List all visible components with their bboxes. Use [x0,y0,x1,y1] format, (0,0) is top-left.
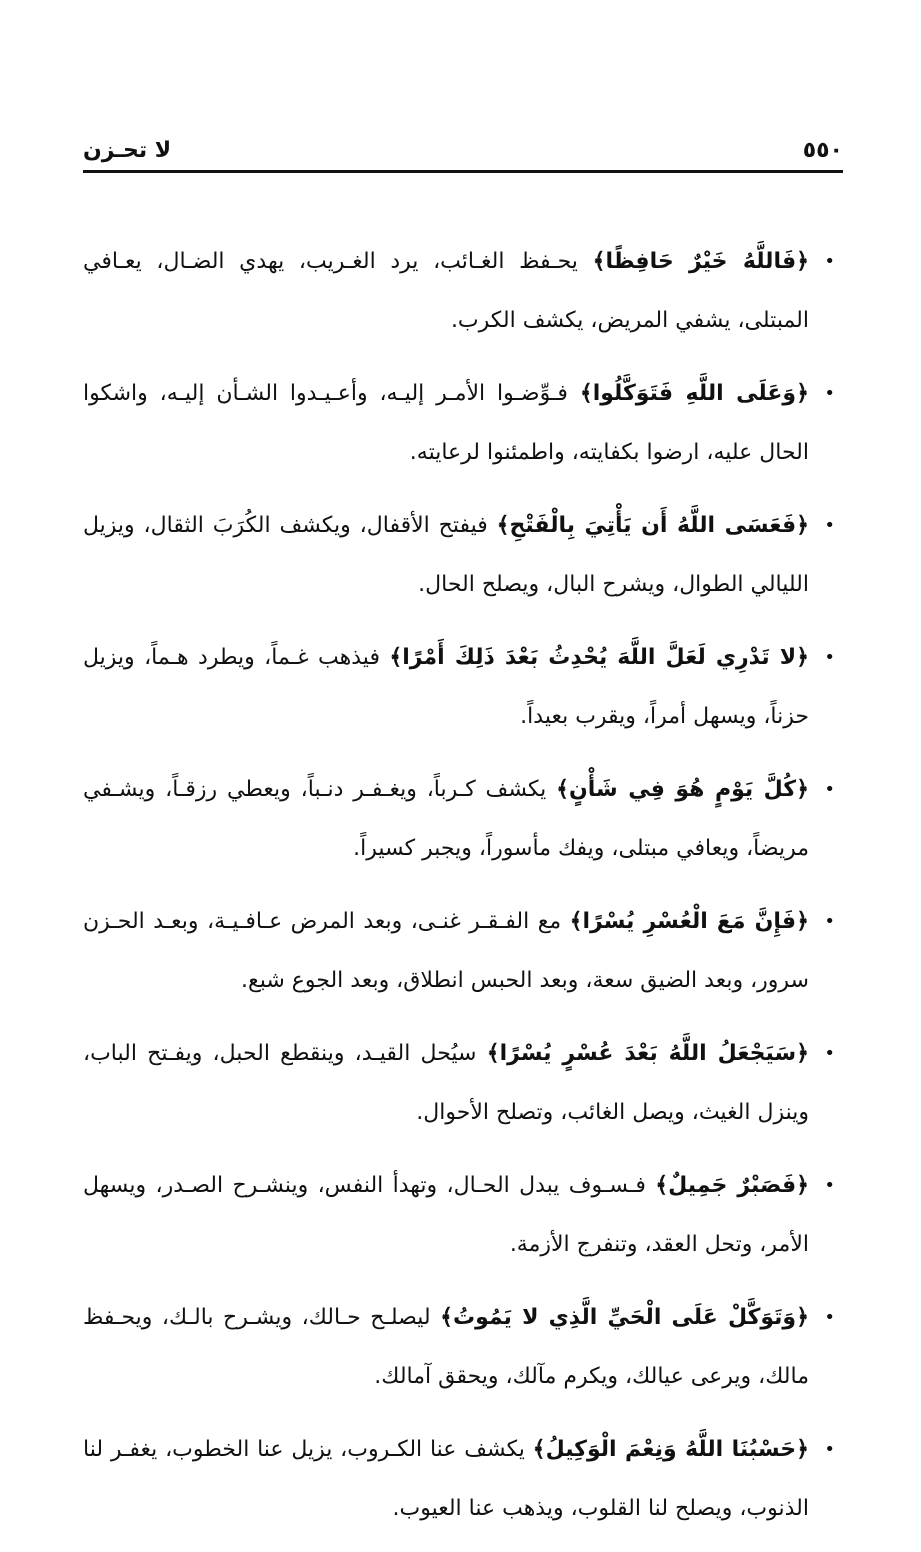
bullet-icon: • [824,1439,835,1460]
list-item [83,1024,835,1142]
verse-open-bracket: ﴿ [796,1437,810,1462]
entry-text: سيُحل القيـد، وينقطع الحبل، ويفـتح الباب، وينزل الغيث، ويصل الغائب، وتصلح الأحوال. [83,1041,809,1125]
verse-open-bracket: ﴿ [796,249,810,274]
entry-text: فـوِّضـوا الأمـر إليـه، وأعـيـدوا الشـأن إليـه، واشكوا الحال عليه، ارضوا بكفايته، واطمئنوا لرعايته. [83,381,809,465]
bullet-icon: • [824,911,835,932]
list-item [83,496,835,614]
book-title: لا تحـزن [83,138,172,163]
bullet-icon: • [824,383,835,404]
verse-close-bracket: ﴾ [532,1437,546,1462]
entry-text: فيفتح الأقفال، ويكشف الكُرَبَ الثقال، ويزيل الليالي الطوال، ويشرح البال، ويصلح الحال. [83,513,809,597]
bullet-icon: • [824,647,835,668]
verse-open-bracket: ﴿ [796,645,809,670]
list-item [83,892,835,1010]
entry-text: يكشف كـرباً، ويغـفـر دنـباً، ويعطي رزقـاً، ويشـفي مريضاً، ويعافي مبتلى، ويفك مأسوراً، ويجبر كسيراً. [83,777,809,861]
verse-close-bracket: ﴾ [579,381,593,406]
verse-text: وَعَلَى اللَّهِ فَتَوَكَّلُوا [592,381,797,406]
verse-text: فَصَبْرٌ جَمِيلٌ [668,1173,797,1198]
verse-open-bracket: ﴿ [796,1305,809,1330]
verse-text: سَيَجْعَلُ اللَّهُ بَعْدَ عُسْرٍ يُسْرًا [499,1041,797,1066]
entry-text: فيذهب غـماً، ويطرد هـماً، ويزيل حزناً، ويسهل أمراً، ويقرب بعيداً. [83,645,809,729]
entry-text: ليصلـح حـالك، ويشـرح بالـك، ويحـفظ مالك، ويرعى عيالك، ويكرم مآلك، ويحقق آمالك. [83,1305,809,1389]
entry-text: يكشف عنا الكـروب، يزيل عنا الخطوب، يغفـر لنا الذنوب، ويصلح لنا القلوب، ويذهب عنا العيوب. [83,1437,809,1521]
list-item [83,364,835,482]
bullet-icon: • [824,1175,835,1196]
list-item [83,628,835,746]
verse-text: فَاللَّهُ خَيْرٌ حَافِظًا [605,249,797,274]
verse-close-bracket: ﴾ [655,1173,669,1198]
bullet-icon: • [824,515,835,536]
verse-open-bracket: ﴿ [796,381,810,406]
bullet-icon: • [824,779,835,800]
verse-open-bracket: ﴿ [796,1173,810,1198]
verse-text: وَتَوَكَّلْ عَلَى الْحَيِّ الَّذِي لا يَمُوتُ [453,1305,797,1330]
entry-text: مع الفـقـر غنـى، وبعد المرض عـافـيـة، وبعـد الحـزن سرور، وبعد الضيق سعة، وبعد الحبس انطلاق، وبعد الجوع شبع. [83,909,809,993]
page-header [83,134,843,174]
verse-open-bracket: ﴿ [796,909,809,934]
list-item [83,760,835,878]
verse-close-bracket: ﴾ [592,249,606,274]
page-number: ٥٥٠ [802,138,843,163]
verse-close-bracket: ﴾ [496,513,510,538]
verse-close-bracket: ﴾ [556,777,569,802]
verse-close-bracket: ﴾ [486,1041,500,1066]
verse-text: فَعَسَى اللَّهُ أَن يَأْتِيَ بِالْفَتْحِ [509,513,797,538]
verse-text: حَسْبُنَا اللَّهُ وَنِعْمَ الْوَكِيلُ [545,1437,797,1462]
entry-text: فـسـوف يبدل الحـال، وتهدأ النفس، وينشـرح الصـدر، ويسهل الأمر، وتحل العقد، وتنفرج الأزمة. [83,1173,809,1257]
header-rule [83,170,843,173]
bullet-icon: • [824,251,835,272]
bullet-icon: • [824,1043,835,1064]
verse-close-bracket: ﴾ [440,1305,453,1330]
verse-text: كُلَّ يَوْمٍ هُوَ فِي شَأْنٍ [568,777,797,802]
verse-text: لا تَدْرِي لَعَلَّ اللَّهَ يُحْدِثُ بَعْدَ ذَلِكَ أَمْرًا [402,645,797,670]
list-item [83,232,835,350]
bullet-icon: • [824,1307,835,1328]
list-item [83,1420,835,1538]
list-item [83,1288,835,1406]
entry-text: يحـفظ الغـائب، يرد الغـريب، يهدي الضـال، يعـافي المبتلى، يشفي المريض، يكشف الكرب. [83,249,809,333]
verse-close-bracket: ﴾ [389,645,403,670]
verse-open-bracket: ﴿ [796,777,809,802]
entries-list [83,232,835,1552]
verse-open-bracket: ﴿ [796,1041,809,1066]
verse-open-bracket: ﴿ [796,513,809,538]
verse-close-bracket: ﴾ [569,909,583,934]
list-item [83,1156,835,1274]
verse-text: فَإِنَّ مَعَ الْعُسْرِ يُسْرًا [582,909,797,934]
